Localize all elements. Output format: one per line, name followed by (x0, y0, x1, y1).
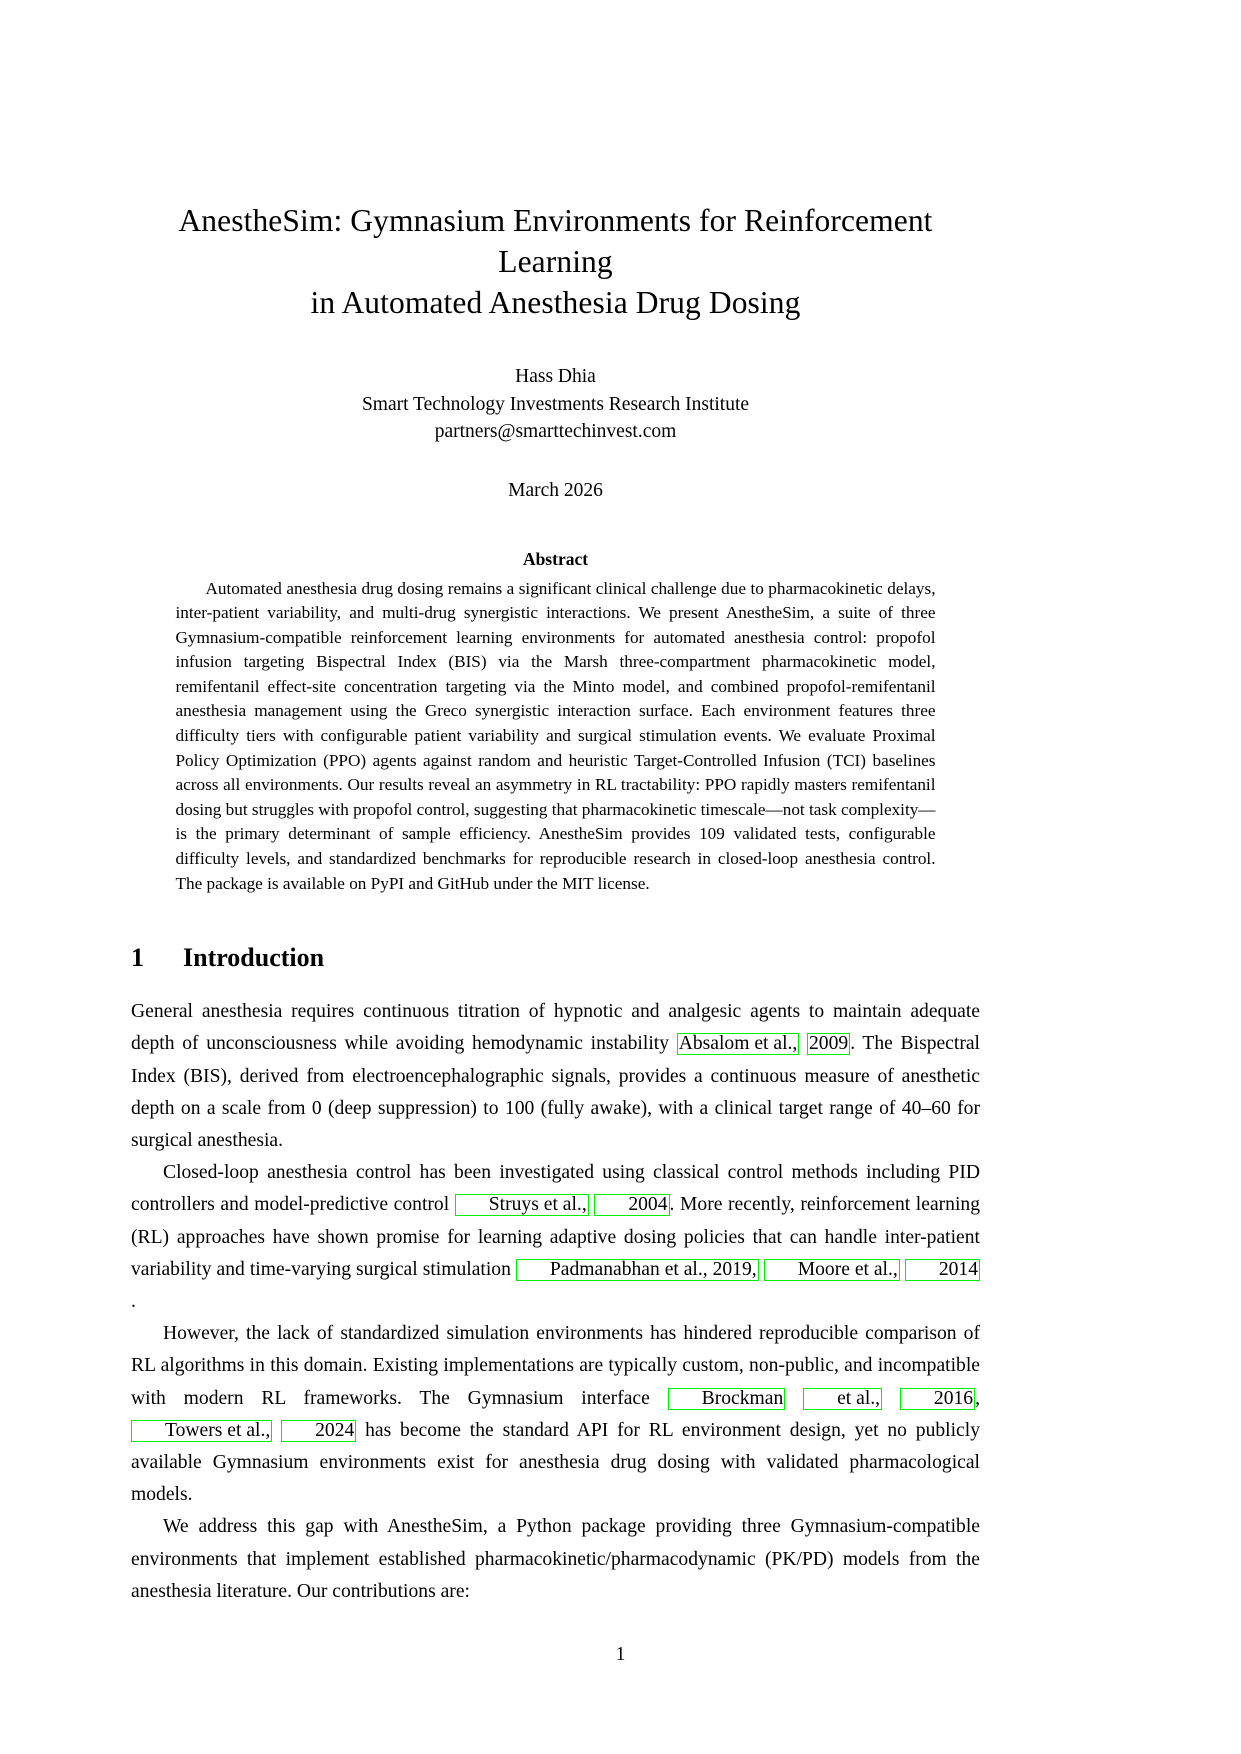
author-block (131, 363, 980, 446)
section-title: Introduction (183, 943, 325, 973)
citation-link[interactable]: Towers et al., (131, 1420, 272, 1442)
citation-link[interactable]: Absalom et al., (678, 1033, 798, 1055)
citation-link[interactable]: et al., (803, 1388, 882, 1410)
page-content (131, 0, 980, 1608)
citation-link[interactable]: 2024 (281, 1420, 356, 1442)
citation-link[interactable]: Padmanabhan et al., 2019, (516, 1259, 759, 1281)
paragraph-p2: Closed-loop anesthesia control has been investigated using classical control methods including PID controllers and model-predictive control Struys et al., 2004 . More recently, reinforcement learning (RL) approaches have shown promise for learning adaptive dosing policies that can handle inter-patient variability and time-varying surgical stimulation Padmanabhan et al., 2019, Moore et al., 2014. (131, 1162, 980, 1313)
citation-link[interactable]: 2016 (900, 1388, 975, 1410)
title-line-2: Learning (498, 244, 613, 279)
citation-link[interactable]: Moore et al., (764, 1259, 900, 1281)
paper-title (131, 200, 980, 323)
citation-link[interactable]: 2009 (809, 1033, 849, 1055)
paragraph-p3: However, the lack of standardized simulation environments has hindered reproducible comparison of RL algorithms in this domain. Existing implementations are typically custom, non-public, and incompatible with modern RL frameworks. The Gymnasium interface Brockman et al., 2016 , Towers et al., 2024 has become the standard API for RL environment design, yet no publicly available Gymnasium environments exist for anesthesia drug dosing with validated pharmacological models. (131, 1323, 980, 1506)
author-affiliation: Smart Technology Investments Research Institute (361, 393, 750, 415)
publication-date: March 2026 (508, 479, 603, 501)
section-heading-introduction (131, 942, 980, 974)
paragraph-p4: We address this gap with AnestheSim, a Python package providing three Gymnasium-compatible environments that implement established pharmacokinetic/pharmacodynamic (PK/PD) models from the anesthesia literature. Our contributions are: (131, 1516, 980, 1602)
title-line-3: in Automated Anesthesia Drug Dosing (310, 285, 801, 320)
author-email[interactable]: partners@smarttechinvest.com (434, 421, 677, 442)
citation-link[interactable]: 2004 (594, 1194, 669, 1216)
paragraph-p1: General anesthesia requires continuous titration of hypnotic and analgesic agents to maintain adequate depth of unconsciousness while avoiding hemodynamic instability Absalom et al., 2009 . The Bispectral Index (BIS), derived from electroencephalographic signals, provides a continuous measure of anesthetic depth on a scale from 0 (deep suppression) to 100 (fully awake), with a clinical target range of 40–60 for surgical anesthesia. (131, 1001, 980, 1152)
abstract-heading: Abstract (522, 548, 589, 569)
abstract-section (176, 548, 936, 897)
section-body-introduction (131, 996, 980, 1608)
author-name: Hass Dhia (515, 366, 596, 387)
abstract-body: Automated anesthesia drug dosing remains a significant clinical challenge due to pharmacokinetic delays, inter-patient variability, and multi-drug synergistic interactions. We present AnestheSim, a suite of three Gymnasium-compatible reinforcement learning environments for automated anesthesia control: propofol infusion targeting Bispectral Index (BIS) via the Marsh three-compartment pharmacokinetic model, remifentanil effect-site concentration targeting via the Minto model, and combined propofol-remifentanil anesthesia management using the Greco synergistic interaction surface. Each environment features three difficulty tiers with configurable patient variability and surgical stimulation events. We evaluate Proximal Policy Optimization (PPO) agents against random and heuristic Target-Controlled Infusion (TCI) baselines across all environments. Our results reveal an asymmetry in RL tractability: PPO rapidly masters remifentanil dosing but struggles with propofol control, suggesting that pharmacokinetic timescale—not task complexity—is the primary determinant of sample efficiency. AnestheSim provides 109 validated tests, configurable difficulty levels, and standardized benchmarks for reproducible research in closed-loop anesthesia control. The package is available on PyPI and GitHub under the MIT license. (175, 578, 936, 893)
citation-link[interactable]: Brockman (668, 1388, 786, 1410)
section-number: 1 (131, 943, 144, 973)
title-line-1: AnestheSim: Gymnasium Environments for Reinforcement (178, 203, 933, 238)
page-number: 1 (615, 1644, 626, 1665)
citation-link[interactable]: Struys et al., (455, 1194, 589, 1216)
citation-link[interactable]: 2014 (905, 1259, 980, 1281)
